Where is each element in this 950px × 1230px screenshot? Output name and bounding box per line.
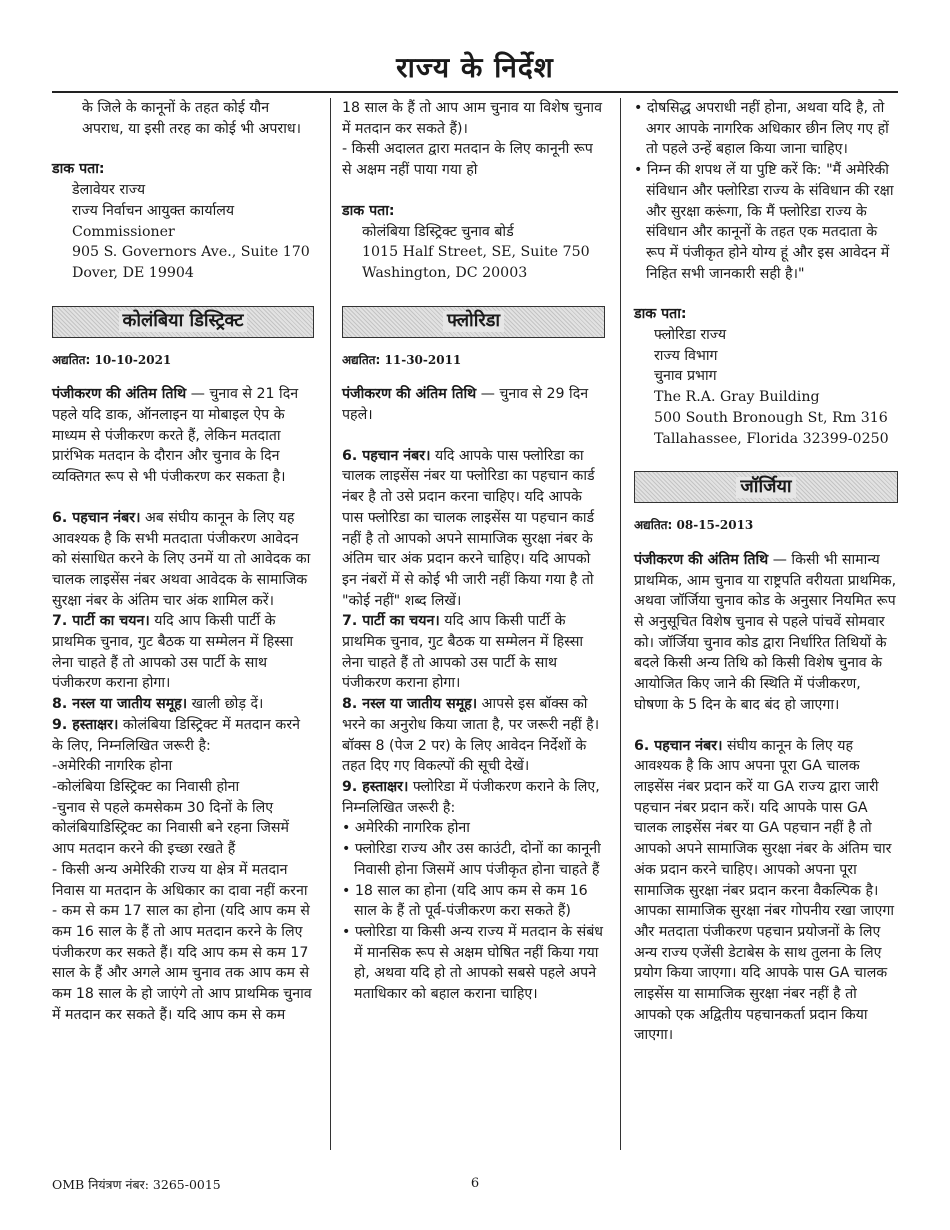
requirement-bullet: • 18 साल का होना (यदि आप कम से कम 16 साल के हैं तो पूर्व-पंजीकरण करा सकते हैं) <box>342 882 588 920</box>
mailing-address <box>52 180 314 284</box>
title-rule <box>52 91 898 93</box>
mailing-address-label: डाक पता: <box>634 306 687 323</box>
page-number: 6 <box>470 1176 480 1191</box>
signature-paragraph: 9. हस्ताक्षर। फ्लोरिडा में पंजीकरण कराने के लिए, निम्नलिखित जरूरी है: <box>342 778 600 816</box>
address-line: Commissioner <box>72 223 175 240</box>
deadline-paragraph: पंजीकरण की अंतिम तिथि — चुनाव से 29 दिन पहले। <box>342 386 589 424</box>
omb-control-number: OMB नियंत्रण नंबर: 3265-0015 <box>52 1177 221 1192</box>
continued-text: - किसी अदालत द्वारा मतदान के लिए कानूनी रूप से अक्षम नहीं पाया गया हो <box>342 141 593 179</box>
address-line: राज्य निर्वाचन आयुक्त कार्यालय <box>72 202 235 219</box>
requirement-bullet: • दोषसिद्ध अपराधी नहीं होना, अथवा यदि है, तो अगर आपके नागरिक अधिकार छीन लिए गए हों तो पहले उन्हें बहाल किया जाना चाहिए। <box>634 100 889 158</box>
requirement-bullet: • निम्न की शपथ लें या पुष्टि करें कि: "मैं अमेरिकी संविधान और फ्लोरिडा राज्य के संविधान की रक्षा और सुरक्षा करूंगा, कि मैं फ्लोरिडा राज्य के संविधान और कानूनों के तहत एक मतदाता के रूप में पंजीकृत होने योग्य हूं और इस आवेदन में निहित सभी जानकारी सही है।" <box>634 162 894 282</box>
column-divider-1 <box>330 98 331 1150</box>
updated-date: अद्यतित: 10-10-2021 <box>52 352 172 367</box>
section-title: कोलंबिया डिस्ट्रिक्ट <box>119 311 248 332</box>
updated-date: अद्यतित: 08-15-2013 <box>634 518 754 533</box>
requirement-item: - किसी अन्य अमेरिकी राज्य या क्षेत्र में मतदान निवास या मतदान के अधिकार का दावा नहीं करना <box>52 861 308 899</box>
requirement-item: -कोलंबिया डिस्ट्रिक्ट का निवासी होना <box>52 778 240 795</box>
requirement-item: -चुनाव से पहले कमसेकम 30 दिनों के लिए कोलंबियाडिस्ट्रिक्ट का निवासी बने रहना जिसमें आप मतदान करने की इच्छा रखते हैं <box>52 799 289 858</box>
id-number-paragraph: 6. पहचान नंबर। यदि आपके पास फ्लोरिडा का चालक लाइसेंस नंबर या फ्लोरिडा का पहचान कार्ड नंबर है तो उसे प्रदान करना चाहिए। यदि आपके पास फ्लोरिडा का चालक लाइसेंस या पहचान कार्ड नहीं है तो आपको अपने सामाजिक सुरक्षा नंबर के अंतिम चार अंक प्रदान करने चाहिए। यदि आपको इन नंबरों में से कोई भी जारी नहीं किया गया है तो "कोई नहीं" शब्द लिखें। <box>342 447 595 609</box>
address-line: The R.A. Gray Building <box>654 389 820 406</box>
column-divider-2 <box>620 98 621 1150</box>
address-line: Dover, DE 19904 <box>72 264 194 281</box>
column-2 <box>342 98 605 1005</box>
mailing-address <box>342 222 605 284</box>
section-title: फ्लोरिडा <box>443 311 504 332</box>
signature-paragraph: 9. हस्ताक्षर। कोलंबिया डिस्ट्रिक्ट में मतदान करने के लिए, निम्नलिखित जरूरी है: <box>52 716 300 754</box>
race-paragraph: 8. नस्ल या जातीय समूह। खाली छोड़ दें। <box>52 696 264 713</box>
page-title: राज्य के निर्देश <box>396 51 554 84</box>
requirement-bullet: • अमेरिकी नागरिक होना <box>342 820 470 837</box>
id-number-paragraph: 6. पहचान नंबर। संघीय कानून के लिए यह आवश्यक है कि आप अपना पूरा GA चालक लाइसेंस नंबर प्रदान करें या GA राज्य द्वारा जारी पहचान नंबर प्रदान करें। यदि आपके पास GA चालक लाइसेंस नंबर या GA पहचान नहीं है तो आपको अपने सामाजिक सुरक्षा नंबर के अंतिम चार अंक प्रदान करने चाहिए। आपको अपना पूरा सामाजिक सुरक्षा नंबर प्रदान करना वैकल्पिक है। आपका सामाजिक सुरक्षा नंबर गोपनीय रखा जाएगा और मतदाता पंजीकरण पहचान प्रयोजनों के लिए अन्य राज्य एजेंसी डेटाबेस के साथ तुलना के लिए प्रयोग किया जाएगा। यदि आपके पास GA चालक लाइसेंस या सामाजिक सुरक्षा नंबर नहीं है तो आपको एक अद्वितीय पहचानकर्ता प्रदान किया जाएगा। <box>634 737 895 1044</box>
address-line: 500 South Bronough St, Rm 316 <box>654 409 888 426</box>
address-line: डेलावेयर राज्य <box>72 182 146 199</box>
race-paragraph: 8. नस्ल या जातीय समूह। आपसे इस बॉक्स को भरने का अनुरोध किया जाता है, पर जरूरी नहीं है। बॉक्स 8 (पेज 2 पर) के लिए आवेदन निर्देशों के तहत दिए गए विकल्पों की सूची देखें। <box>342 696 600 775</box>
address-line: 1015 Half Street, SE, Suite 750 <box>362 244 590 261</box>
requirement-item: -अमेरिकी नागरिक होना <box>52 758 173 775</box>
updated-date: अद्यतित: 11-30-2011 <box>342 352 462 367</box>
deadline-paragraph: पंजीकरण की अंतिम तिथि — चुनाव से 21 दिन पहले यदि डाक, ऑनलाइन या मोबाइल ऐप के माध्यम से पंजीकरण करते हैं, लेकिन मतदाता प्रारंभिक मतदान के दौरान और चुनाव के दिन व्यक्तिगत रूप से भी पंजीकरण कर सकता है। <box>52 386 299 486</box>
section-header-georgia <box>634 471 898 503</box>
continued-text: के जिले के कानूनों के तहत कोई यौन अपराध, या इसी तरह का कोई भी अपराध। <box>82 100 301 137</box>
id-number-paragraph: 6. पहचान नंबर। अब संघीय कानून के लिए यह आवश्यक है कि सभी मतदाता पंजीकरण आवेदन को संसाधित करने के लिए उनमें या तो आवेदक का चालक लाइसेंस नंबर अथवा आवेदक के सामाजिक सुरक्षा नंबर के अंतिम चार अंक शामिल करें। <box>52 509 311 609</box>
section-title: जॉर्जिया <box>736 477 795 498</box>
mailing-address <box>634 325 898 449</box>
party-choice-paragraph: 7. पार्टी का चयन। यदि आप किसी पार्टी के प्राथमिक चुनाव, गुट बैठक या सम्मेलन में हिस्सा लेना चाहते हैं तो आपको उस पार्टी के साथ पंजीकरण कराना होगा। <box>342 613 584 692</box>
deadline-paragraph: पंजीकरण की अंतिम तिथि — किसी भी सामान्य प्राथमिक, आम चुनाव या राष्ट्रपति वरीयता प्राथमिक, अथवा जॉर्जिया चुनाव कोड के अनुसार नियमित रूप से अनुसूचित विशेष चुनाव से पहले पांचवें सोमवार को। जॉर्जिया चुनाव कोड द्वारा निर्धारित तिथियों के बदले किसी अन्य तिथि को किसी विशेष चुनाव के आयोजित किए जाने की स्थिति में पंजीकरण, घोषणा के 5 दिन के बाद बंद हो जाएगा। <box>634 551 897 713</box>
mailing-address-label: डाक पता: <box>52 161 105 178</box>
address-line: राज्य विभाग <box>654 347 718 364</box>
address-line: Washington, DC 20003 <box>362 264 528 281</box>
requirement-item: - कम से कम 17 साल का होना (यदि आप कम से कम 16 साल के हैं तो आप मतदान करने के लिए पंजीकरण कर सकते हैं। यदि आप कम से कम 17 साल के हैं और अगले आम चुनाव तक आप कम से कम 18 साल के हो जाएंगे तो आप प्राथमिक चुनाव में मतदान कर सकते हैं। यदि आप कम से कम <box>52 903 312 1023</box>
section-header-dc <box>52 306 314 338</box>
address-line: Tallahassee, Florida 32399-0250 <box>654 430 889 447</box>
continued-text: 18 साल के हैं तो आप आम चुनाव या विशेष चुनाव में मतदान कर सकते हैं)। <box>342 100 602 137</box>
column-1 <box>52 98 314 1025</box>
mailing-address-label: डाक पता: <box>342 202 395 219</box>
section-header-florida <box>342 306 605 338</box>
address-line: 905 S. Governors Ave., Suite 170 <box>72 244 310 261</box>
column-3 <box>634 98 898 1046</box>
address-line: चुनाव प्रभाग <box>654 368 717 385</box>
requirement-bullet: • फ्लोरिडा राज्य और उस काउंटी, दोनों का कानूनी निवासी होना जिसमें आप पंजीकृत होना चाहते हैं <box>342 841 601 878</box>
address-line: फ्लोरिडा राज्य <box>654 327 727 344</box>
party-choice-paragraph: 7. पार्टी का चयन। यदि आप किसी पार्टी के प्राथमिक चुनाव, गुट बैठक या सम्मेलन में हिस्सा लेना चाहते हैं तो आपको उस पार्टी के साथ पंजीकरण कराना होगा। <box>52 613 294 692</box>
address-line: कोलंबिया डिस्ट्रिक्ट चुनाव बोर्ड <box>362 223 514 240</box>
requirement-bullet: • फ्लोरिडा या किसी अन्य राज्य में मतदान के संबंध में मानसिक रूप से अक्षम घोषित नहीं किया गया हो, अथवा यदि हो तो आपको सबसे पहले अपने मताधिकार को बहाल कराना चाहिए। <box>342 923 604 1003</box>
